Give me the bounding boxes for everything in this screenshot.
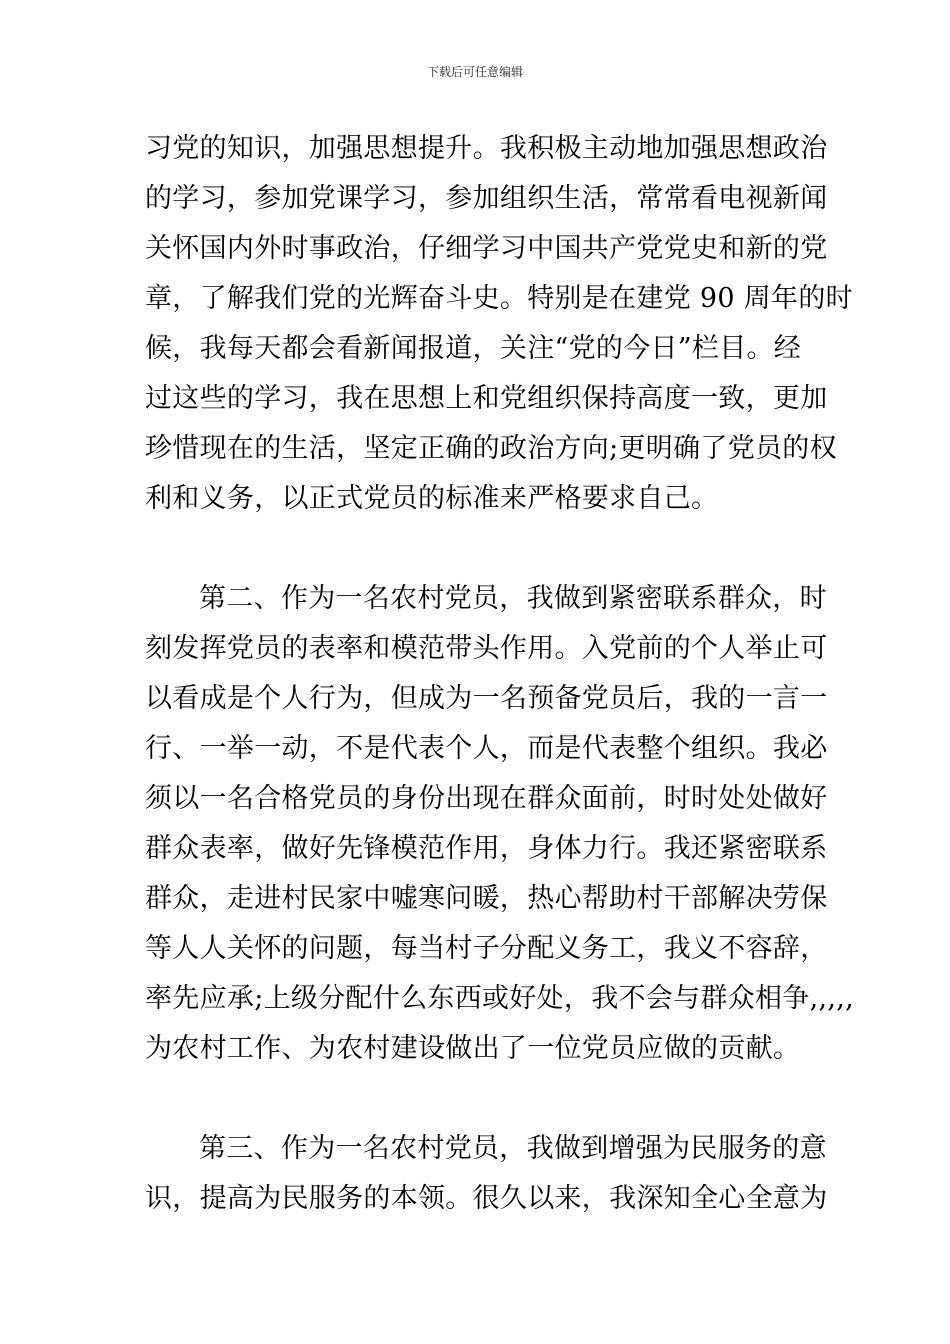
page-header: 下载后可任意编辑 — [426, 65, 523, 79]
text-line: 候，我每天都会看新闻报道，关注“党的今日”栏目。经 — [145, 333, 802, 364]
text-line: 群众，走进村民家中嘘寒问暖，热心帮助村干部解决劳保 — [145, 883, 828, 914]
text-line: 群众表率，做好先锋模范作用，身体力行。我还紧密联系 — [145, 833, 828, 864]
text-line: 率先应承;上级分配什么东西或好处，我不会与群众相争,,,,, — [145, 983, 855, 1014]
text-line: 的学习，参加党课学习，参加组织生活，常常看电视新闻 — [145, 183, 828, 214]
text-line: 第三、作为一名农村党员，我做到增强为民服务的意 — [199, 1133, 827, 1164]
text-line: 以看成是个人行为，但成为一名预备党员后，我的一言一 — [145, 683, 828, 714]
text-line: 过这些的学习，我在思想上和党组织保持高度一致，更加 — [145, 383, 828, 414]
text-line: 习党的知识，加强思想提升。我积极主动地加强思想政治 — [145, 133, 828, 164]
text-line: 等人人关怀的问题，每当村子分配义务工，我义不容辞， — [145, 933, 828, 964]
text-line: 章，了解我们党的光辉奋斗史。特别是在建党 90 周年的时 — [145, 283, 853, 314]
text-line: 识，提高为民服务的本领。很久以来，我深知全心全意为 — [145, 1183, 828, 1214]
text-line: 关怀国内外时事政治，仔细学习中国共产党党史和新的党 — [145, 233, 828, 264]
text-line: 行、一举一动，不是代表个人，而是代表整个组织。我必 — [145, 733, 828, 764]
text-line: 利和义务，以正式党员的标准来严格要求自己。 — [145, 483, 719, 514]
text-line: 珍惜现在的生活，坚定正确的政治方向;更明确了党员的权 — [145, 433, 837, 464]
text-line: 第二、作为一名农村党员，我做到紧密联系群众，时 — [199, 583, 827, 614]
text-line: 为农村工作、为农村建设做出了一位党员应做的贡献。 — [145, 1033, 801, 1064]
text-line: 刻发挥党员的表率和模范带头作用。入党前的个人举止可 — [145, 633, 828, 664]
text-line: 须以一名合格党员的身份出现在群众面前，时时处处做好 — [145, 783, 828, 814]
